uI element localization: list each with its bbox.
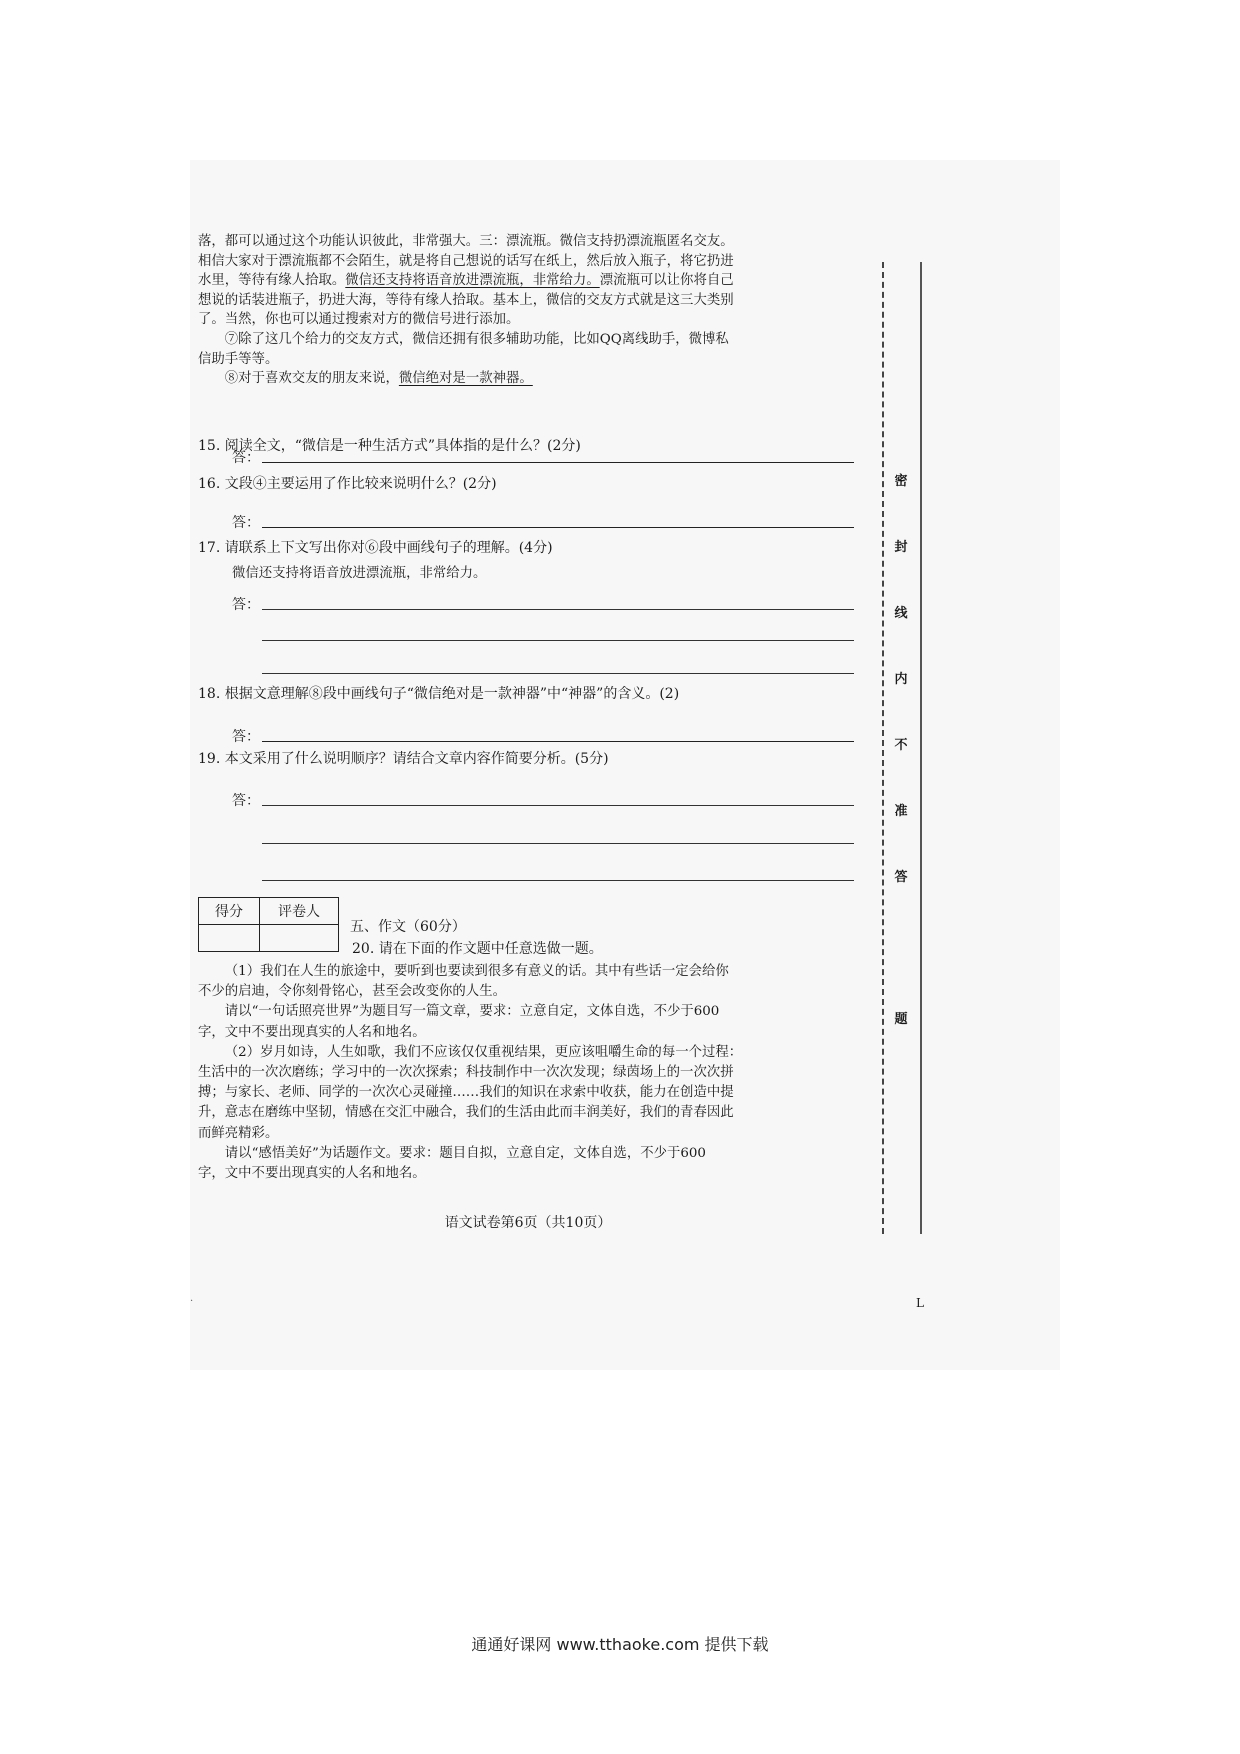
score-cell[interactable] [199,925,260,952]
essay-option-1: （1）我们在人生的旅途中，要听到也要读到很多有意义的话。其中有些话一定会给你 [224,964,729,979]
paragraph-7-cont: 信助手等等。 [198,351,279,367]
corner-mark: L [916,1296,924,1310]
answer-label: 答： [232,597,260,613]
answer-line-17b[interactable] [262,640,854,641]
seal-char: 题 [894,1012,908,1027]
essay-line: 请以“一句话照亮世界”为题目写一篇文章，要求：立意自定，文体自选，不少于600 [224,1004,720,1020]
answer-label: 答： [232,793,260,809]
binding-dashed-line [882,262,884,1234]
answer-label: 答： [232,515,260,531]
passage [198,232,858,389]
paragraph-8: ⑧对于喜欢交友的朋友来说，微信绝对是一款神器。 [224,371,533,387]
answer-label: 答： [232,729,260,745]
answer-label: 答： [232,450,260,466]
answer-line-15[interactable] [262,462,854,463]
essay-section-title: 五、作文（60分） [350,919,466,935]
passage-line: 水里，等待有缘人拾取。微信还支持将语音放进漂流瓶，非常给力。漂流瓶可以让你将自己 [198,273,734,289]
page-footer: 语文试卷第6页（共10页） [444,1215,612,1231]
seal-char: 密 [894,474,908,489]
answer-line-19c[interactable] [262,880,854,881]
essay-line: 而鲜亮精彩。 [198,1125,279,1141]
essay-line: 字，文中不要出现真实的人名和地名。 [198,1166,426,1182]
question-19: 19. 本文采用了什么说明顺序？请结合文章内容作简要分析。(5分) [198,751,609,767]
essay-line: 字，文中不要出现真实的人名和地名。 [198,1024,426,1040]
passage-line: 了。当然，你也可以通过搜索对方的微信号进行添加。 [198,312,520,328]
answer-line-18[interactable] [262,741,854,742]
essay-line: 搏；与家长、老师、同学的一次次心灵碰撞……我们的知识在求索中收获，能力在创造中提 [198,1085,734,1101]
download-credit: 通通好课网 www.tthaoke.com 提供下载 [471,1635,769,1654]
question-20: 20. 请在下面的作文题中任意选做一题。 [352,941,603,957]
question-18: 18. 根据文意理解⑧段中画线句子“微信绝对是一款神器”中“神器”的含义。(2) [198,686,680,702]
question-17: 17. 请联系上下文写出你对⑥段中画线句子的理解。(4分) [198,540,553,556]
answer-line-19b[interactable] [262,843,854,844]
passage-line: 相信大家对于漂流瓶都不会陌生，就是将自己想说的话写在纸上，然后放入瓶子，将它扔进 [198,253,734,269]
passage-line: 落，都可以通过这个功能认识彼此，非常强大。三：漂流瓶。微信支持扔漂流瓶匿名交友。 [198,234,734,249]
scan-speck: · [190,1296,194,1307]
answer-line-19a[interactable] [262,805,854,806]
essay-line: 请以“感悟美好”为话题作文。要求：题目自拟，立意自定，文体自选，不少于600 [224,1145,706,1161]
binding-edge-line [920,262,922,1234]
essay-line: 升，意志在磨练中坚韧，情感在交汇中融合，我们的生活由此而丰润美好，我们的青春因此 [198,1105,734,1121]
seal-char: 线 [894,606,908,621]
paragraph-7: ⑦除了这几个给力的交友方式，微信还拥有很多辅助功能，比如QQ离线助手，微博私 [224,331,729,347]
essay-prompts [198,962,858,1184]
question-16: 16. 文段④主要运用了作比较来说明什么？(2分) [198,476,497,492]
seal-char: 答 [894,870,908,885]
seal-char: 准 [894,804,908,819]
answer-line-16[interactable] [262,527,854,528]
score-header: 得分 [199,898,260,925]
question-17-quote: 微信还支持将语音放进漂流瓶，非常给力。 [232,566,487,581]
grader-cell[interactable] [260,925,339,952]
underlined-sentence-6: 微信还支持将语音放进漂流瓶，非常给力。 [345,273,600,289]
underlined-sentence-8: 微信绝对是一款神器。 [398,371,533,387]
answer-line-17c[interactable] [262,673,854,674]
seal-char: 封 [894,540,908,555]
question-15: 15. 阅读全文，“微信是一种生活方式”具体指的是什么？(2分) [198,438,581,454]
score-box [198,897,339,952]
passage-line: 想说的话装进瓶子，扔进大海，等待有缘人拾取。基本上，微信的交友方式就是这三大类别 [198,292,734,308]
seal-char: 不 [894,738,908,753]
seal-char: 内 [894,672,908,687]
grader-header: 评卷人 [260,898,339,925]
answer-line-17a[interactable] [262,609,854,610]
essay-line: 生活中的一次次磨练；学习中的一次次探索；科技制作中一次次发现；绿茵场上的一次次拼 [198,1065,734,1081]
essay-line: 不少的启迪，令你刻骨铭心，甚至会改变你的人生。 [198,984,506,1000]
essay-option-2: （2）岁月如诗，人生如歌，我们不应该仅仅重视结果，更应该咀嚼生命的每一个过程： [224,1044,743,1060]
